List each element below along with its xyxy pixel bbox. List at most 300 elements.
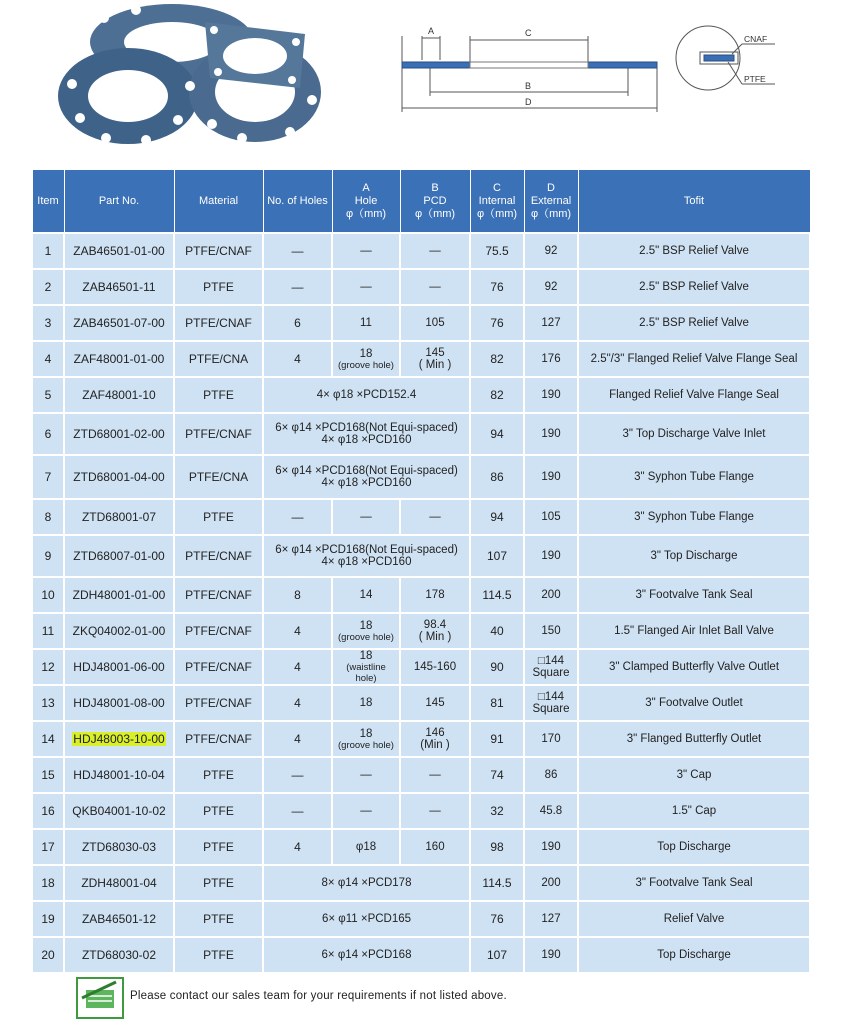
cell-d: [524, 685, 578, 721]
table-row: [32, 829, 810, 865]
cell-material: PTFE/CNA: [174, 341, 263, 377]
hole-spec-line: 6× φ14 ×PCD168(Not Equi-spaced): [275, 465, 458, 477]
cell-c: 75.5: [470, 233, 524, 269]
detail-label-ptfe: PTFE: [744, 74, 766, 84]
cell-part-no: [64, 455, 174, 499]
hole-note: (waistline hole): [346, 662, 386, 684]
cell-b: [400, 757, 470, 793]
cell-tofit: 3" Top Discharge: [578, 535, 810, 577]
cell-holes: 4: [263, 829, 332, 865]
cell-part-no: [64, 577, 174, 613]
pcd-note: (Min ): [420, 739, 450, 751]
hole-diameter: 11: [360, 317, 372, 329]
cell-holes: 4: [263, 341, 332, 377]
cell-item: 1: [32, 233, 64, 269]
external-value: 190: [541, 550, 561, 562]
detail-label-cnaf: CNAF: [744, 34, 768, 44]
header-material: Material: [174, 170, 263, 234]
table-row: [32, 793, 810, 829]
cell-d: [524, 829, 578, 865]
part-number: ZDH48001-04: [81, 876, 157, 890]
cell-d: [524, 455, 578, 499]
cell-material: PTFE/CNAF: [174, 413, 263, 455]
cell-item: 9: [32, 535, 64, 577]
cell-b: [400, 649, 470, 685]
cell-tofit: 3" Syphon Tube Flange: [578, 499, 810, 535]
dim-label-b: B: [525, 81, 532, 91]
cell-hole-spec: [263, 901, 470, 937]
hole-note: (groove hole): [338, 631, 394, 643]
part-number: ZTD68001-02-00: [73, 427, 165, 441]
table-header-row: [32, 170, 810, 234]
cell-part-no: [64, 413, 174, 455]
cell-tofit: Flanged Relief Valve Flange Seal: [578, 377, 810, 413]
table-row: [32, 455, 810, 499]
table-row: [32, 901, 810, 937]
cell-a: [332, 233, 400, 269]
header-holes: No. of Holes: [263, 170, 332, 234]
part-number: ZTD68030-02: [81, 948, 157, 962]
cell-part-no: [64, 613, 174, 649]
cell-b: [400, 577, 470, 613]
cell-d: [524, 937, 578, 973]
external-value: 127: [541, 913, 561, 925]
cell-a: [332, 685, 400, 721]
cell-tofit: 1.5" Flanged Air Inlet Ball Valve: [578, 613, 810, 649]
external-value: 127: [541, 317, 561, 329]
pcd-value: 146: [425, 727, 445, 739]
cell-item: 16: [32, 793, 64, 829]
header-a-name: Hole: [354, 194, 378, 207]
cell-tofit: 3" Footvalve Tank Seal: [578, 865, 810, 901]
header-a-unit: φ（mm): [345, 207, 387, 220]
cell-c: 76: [470, 305, 524, 341]
cell-c: 40: [470, 613, 524, 649]
cell-part-no: [64, 649, 174, 685]
cell-part-no: [64, 377, 174, 413]
cell-d: [524, 865, 578, 901]
cell-holes: —: [263, 499, 332, 535]
table-row: [32, 613, 810, 649]
part-number: ZAF48001-01-00: [73, 352, 165, 366]
pcd-value: 145-160: [413, 661, 457, 673]
external-value: 176: [541, 353, 561, 365]
cell-a: [332, 793, 400, 829]
cell-holes: —: [263, 757, 332, 793]
header-c-unit: φ（mm): [476, 207, 518, 220]
cell-c: 76: [470, 269, 524, 305]
hole-spec-line: 8× φ14 ×PCD178: [321, 877, 412, 889]
cell-a: [332, 613, 400, 649]
table-row: [32, 865, 810, 901]
header-a-letter: A: [362, 181, 370, 194]
cell-material: PTFE/CNAF: [174, 305, 263, 341]
external-value: □144: [537, 691, 565, 703]
table-body: [32, 233, 810, 973]
cell-b: [400, 685, 470, 721]
cell-d: [524, 649, 578, 685]
cell-item: 18: [32, 865, 64, 901]
cell-d: [524, 499, 578, 535]
part-number: HDJ48001-10-04: [73, 768, 165, 782]
cell-a: [332, 341, 400, 377]
cell-material: PTFE: [174, 269, 263, 305]
header-b-unit: φ（mm): [414, 207, 456, 220]
cell-c: 114.5: [470, 577, 524, 613]
header-c-name: Internal: [478, 194, 516, 207]
cell-c: 76: [470, 901, 524, 937]
cell-d: [524, 413, 578, 455]
table-row: [32, 499, 810, 535]
part-number: ZAB46501-07-00: [73, 316, 165, 330]
cell-c: 94: [470, 413, 524, 455]
pcd-note: ( Min ): [418, 359, 452, 371]
table-row: [32, 577, 810, 613]
cell-b: [400, 305, 470, 341]
cell-item: 11: [32, 613, 64, 649]
cell-part-no: [64, 793, 174, 829]
cell-holes: 6: [263, 305, 332, 341]
cell-holes: 4: [263, 721, 332, 757]
part-number: ZKQ04002-01-00: [72, 624, 166, 638]
cell-tofit: Top Discharge: [578, 829, 810, 865]
external-value: 92: [544, 281, 558, 293]
cell-c: 114.5: [470, 865, 524, 901]
hole-diameter: —: [360, 511, 372, 523]
cell-a: [332, 499, 400, 535]
cell-d: [524, 305, 578, 341]
cell-d: [524, 341, 578, 377]
cell-part-no: [64, 937, 174, 973]
cell-a: [332, 269, 400, 305]
pcd-value: —: [429, 769, 441, 781]
cell-b: [400, 269, 470, 305]
notepad-pencil-icon: [76, 976, 124, 1020]
cell-a: [332, 829, 400, 865]
header-illustrations: [0, 0, 849, 160]
cell-tofit: 1.5" Cap: [578, 793, 810, 829]
table-row: [32, 721, 810, 757]
cell-material: PTFE: [174, 937, 263, 973]
part-number: HDJ48001-08-00: [73, 696, 165, 710]
cell-part-no: [64, 269, 174, 305]
pcd-value: —: [429, 245, 441, 257]
cell-material: PTFE/CNAF: [174, 577, 263, 613]
header-d-name: External: [530, 194, 572, 207]
external-note: Square: [532, 703, 570, 715]
external-value: 190: [541, 428, 561, 440]
cell-a: [332, 305, 400, 341]
table-row: [32, 649, 810, 685]
pcd-value: 98.4: [423, 619, 447, 631]
dim-label-d: D: [525, 97, 532, 107]
cell-item: 12: [32, 649, 64, 685]
cell-tofit: 3" Flanged Butterfly Outlet: [578, 721, 810, 757]
cell-holes: 4: [263, 685, 332, 721]
cell-item: 14: [32, 721, 64, 757]
hole-diameter: 18: [359, 347, 373, 360]
external-value: 190: [541, 471, 561, 483]
hole-diameter: 14: [359, 589, 373, 601]
cell-tofit: Relief Valve: [578, 901, 810, 937]
part-number: HDJ48003-10-00: [73, 732, 165, 746]
cell-c: 107: [470, 937, 524, 973]
external-value: 92: [544, 245, 558, 257]
part-number: ZTD68001-07: [81, 510, 157, 524]
pcd-value: 160: [425, 841, 445, 853]
external-value: 190: [541, 949, 561, 961]
cell-a: [332, 577, 400, 613]
cell-material: PTFE/CNAF: [174, 535, 263, 577]
footer-note-text: Please contact our sales team for your requirements if not listed above.: [130, 990, 507, 1002]
table-row: [32, 269, 810, 305]
cell-holes: —: [263, 269, 332, 305]
header-tofit: Tofit: [578, 170, 810, 234]
part-number: ZTD68007-01-00: [73, 549, 165, 563]
external-value: 150: [541, 625, 561, 637]
part-number: ZAB46501-01-00: [73, 244, 165, 258]
external-value: 200: [541, 877, 561, 889]
cell-item: 2: [32, 269, 64, 305]
cell-c: 98: [470, 829, 524, 865]
cell-d: [524, 269, 578, 305]
pcd-value: 145: [425, 347, 445, 359]
cell-material: PTFE/CNAF: [174, 613, 263, 649]
hole-diameter: 18: [359, 650, 373, 662]
cell-part-no: [64, 499, 174, 535]
hole-spec-line: 6× φ11 ×PCD165: [321, 913, 412, 925]
cell-material: PTFE/CNAF: [174, 233, 263, 269]
header-b-letter: B: [431, 181, 439, 194]
cell-tofit: 3" Top Discharge Valve Inlet: [578, 413, 810, 455]
header-item: Item: [32, 170, 64, 234]
cell-hole-spec: [263, 535, 470, 577]
cell-item: 4: [32, 341, 64, 377]
hole-diameter: φ18: [355, 841, 377, 853]
hole-diameter: 18: [359, 727, 373, 740]
dim-label-a: A: [428, 26, 435, 36]
cell-part-no: [64, 829, 174, 865]
cell-part-no: [64, 865, 174, 901]
cell-material: PTFE: [174, 377, 263, 413]
cell-hole-spec: [263, 455, 470, 499]
cell-c: 107: [470, 535, 524, 577]
header-d-letter: D: [547, 181, 555, 194]
cell-holes: —: [263, 793, 332, 829]
external-value: 86: [544, 769, 558, 781]
pcd-value: —: [429, 511, 441, 523]
external-note: Square: [532, 667, 570, 679]
external-value: 170: [541, 733, 561, 745]
cell-part-no: [64, 233, 174, 269]
cell-item: 3: [32, 305, 64, 341]
cell-material: PTFE: [174, 829, 263, 865]
cell-item: 13: [32, 685, 64, 721]
cell-item: 10: [32, 577, 64, 613]
header-a: [332, 170, 400, 234]
cell-d: [524, 721, 578, 757]
cell-c: 94: [470, 499, 524, 535]
cell-material: PTFE/CNAF: [174, 685, 263, 721]
cell-c: 91: [470, 721, 524, 757]
cell-tofit: 3" Clamped Butterfly Valve Outlet: [578, 649, 810, 685]
cell-b: [400, 499, 470, 535]
part-number: ZAB46501-12: [81, 912, 157, 926]
part-number: ZTD68030-03: [81, 840, 157, 854]
part-number: HDJ48001-06-00: [73, 660, 165, 674]
cell-material: PTFE: [174, 793, 263, 829]
header-c: [470, 170, 524, 234]
table-row: [32, 937, 810, 973]
cell-d: [524, 613, 578, 649]
cell-part-no: [64, 535, 174, 577]
external-value: 105: [541, 511, 561, 523]
cell-b: [400, 613, 470, 649]
cell-a: [332, 721, 400, 757]
hole-note: (groove hole): [338, 359, 394, 371]
dim-label-c: C: [525, 28, 532, 38]
table-row: [32, 535, 810, 577]
footer-note: [76, 976, 836, 1020]
cell-holes: 4: [263, 613, 332, 649]
cell-material: PTFE: [174, 757, 263, 793]
cell-c: 32: [470, 793, 524, 829]
table-row: [32, 757, 810, 793]
part-number: ZTD68001-04-00: [73, 470, 165, 484]
hole-diameter: —: [360, 769, 372, 781]
cell-part-no: [64, 685, 174, 721]
cell-holes: —: [263, 233, 332, 269]
cell-hole-spec: [263, 937, 470, 973]
cell-item: 6: [32, 413, 64, 455]
hole-diameter: —: [360, 245, 372, 257]
cell-c: 86: [470, 455, 524, 499]
header-c-letter: C: [493, 181, 501, 194]
cell-hole-spec: [263, 377, 470, 413]
cell-item: 8: [32, 499, 64, 535]
part-number: QKB04001-10-02: [72, 804, 166, 818]
cell-d: [524, 793, 578, 829]
cell-holes: 8: [263, 577, 332, 613]
cell-item: 7: [32, 455, 64, 499]
cell-part-no: [64, 901, 174, 937]
hole-diameter: 18: [359, 619, 373, 632]
table-row: [32, 413, 810, 455]
cell-tofit: Top Discharge: [578, 937, 810, 973]
cell-tofit: 2.5" BSP Relief Valve: [578, 305, 810, 341]
hole-diameter: —: [360, 281, 372, 293]
external-value: 190: [541, 841, 561, 853]
cell-b: [400, 233, 470, 269]
cell-d: [524, 901, 578, 937]
header-part-no: Part No.: [64, 170, 174, 234]
pcd-value: —: [429, 805, 441, 817]
hole-spec-line: 6× φ14 ×PCD168: [321, 949, 412, 961]
header-b-name: PCD: [423, 194, 447, 207]
part-number: ZAF48001-10: [82, 388, 156, 402]
cell-material: PTFE: [174, 499, 263, 535]
cell-tofit: 3" Footvalve Tank Seal: [578, 577, 810, 613]
cell-item: 5: [32, 377, 64, 413]
hole-diameter: 18: [359, 697, 373, 709]
cell-holes: 4: [263, 649, 332, 685]
hole-spec-line: 4× φ18 ×PCD160: [321, 434, 412, 446]
external-value: 190: [541, 389, 561, 401]
cell-part-no: [64, 341, 174, 377]
cell-c: 90: [470, 649, 524, 685]
cell-c: 81: [470, 685, 524, 721]
cell-d: [524, 377, 578, 413]
part-number: ZAB46501-11: [82, 280, 156, 294]
cell-material: PTFE: [174, 865, 263, 901]
cell-c: 82: [470, 377, 524, 413]
table-row: [32, 341, 810, 377]
cell-c: 82: [470, 341, 524, 377]
cell-tofit: 3" Syphon Tube Flange: [578, 455, 810, 499]
cell-d: [524, 757, 578, 793]
external-value: 200: [541, 589, 561, 601]
cell-hole-spec: [263, 865, 470, 901]
cell-tofit: 2.5" BSP Relief Valve: [578, 233, 810, 269]
pcd-value: 105: [425, 317, 445, 329]
hole-diameter: —: [360, 805, 372, 817]
cell-part-no: [64, 305, 174, 341]
cell-part-no: [64, 757, 174, 793]
external-value: 45.8: [539, 805, 563, 817]
hole-spec-line: 6× φ14 ×PCD168(Not Equi-spaced): [275, 544, 458, 556]
table-row: [32, 233, 810, 269]
cell-d: [524, 233, 578, 269]
external-value: □144: [537, 655, 565, 667]
pcd-value: 145: [425, 697, 445, 709]
hole-spec-line: 6× φ14 ×PCD168(Not Equi-spaced): [275, 422, 458, 434]
cell-item: 15: [32, 757, 64, 793]
cell-material: PTFE/CNA: [174, 455, 263, 499]
cell-material: PTFE/CNAF: [174, 721, 263, 757]
cell-material: PTFE: [174, 901, 263, 937]
cell-tofit: 3" Footvalve Outlet: [578, 685, 810, 721]
cell-d: [524, 577, 578, 613]
pcd-value: —: [429, 281, 441, 293]
cell-item: 17: [32, 829, 64, 865]
cell-hole-spec: [263, 413, 470, 455]
cell-tofit: 3" Cap: [578, 757, 810, 793]
hole-note: (groove hole): [338, 739, 394, 751]
cell-tofit: 2.5"/3" Flanged Relief Valve Flange Seal: [578, 341, 810, 377]
cell-a: [332, 757, 400, 793]
hole-spec-line: 4× φ18 ×PCD160: [321, 556, 412, 568]
cell-part-no: [64, 721, 174, 757]
cell-b: [400, 341, 470, 377]
cell-b: [400, 793, 470, 829]
cell-c: 74: [470, 757, 524, 793]
cell-a: [332, 649, 400, 685]
part-number: ZDH48001-01-00: [72, 588, 166, 602]
pcd-note: ( Min ): [418, 631, 452, 643]
table-row: [32, 685, 810, 721]
cell-item: 20: [32, 937, 64, 973]
cell-tofit: 2.5" BSP Relief Valve: [578, 269, 810, 305]
table-row: [32, 377, 810, 413]
cell-d: [524, 535, 578, 577]
cell-b: [400, 721, 470, 757]
table-row: [32, 305, 810, 341]
header-d-unit: φ（mm): [530, 207, 572, 220]
cell-b: [400, 829, 470, 865]
header-b: [400, 170, 470, 234]
pcd-value: 178: [425, 589, 445, 601]
cell-material: PTFE/CNAF: [174, 649, 263, 685]
